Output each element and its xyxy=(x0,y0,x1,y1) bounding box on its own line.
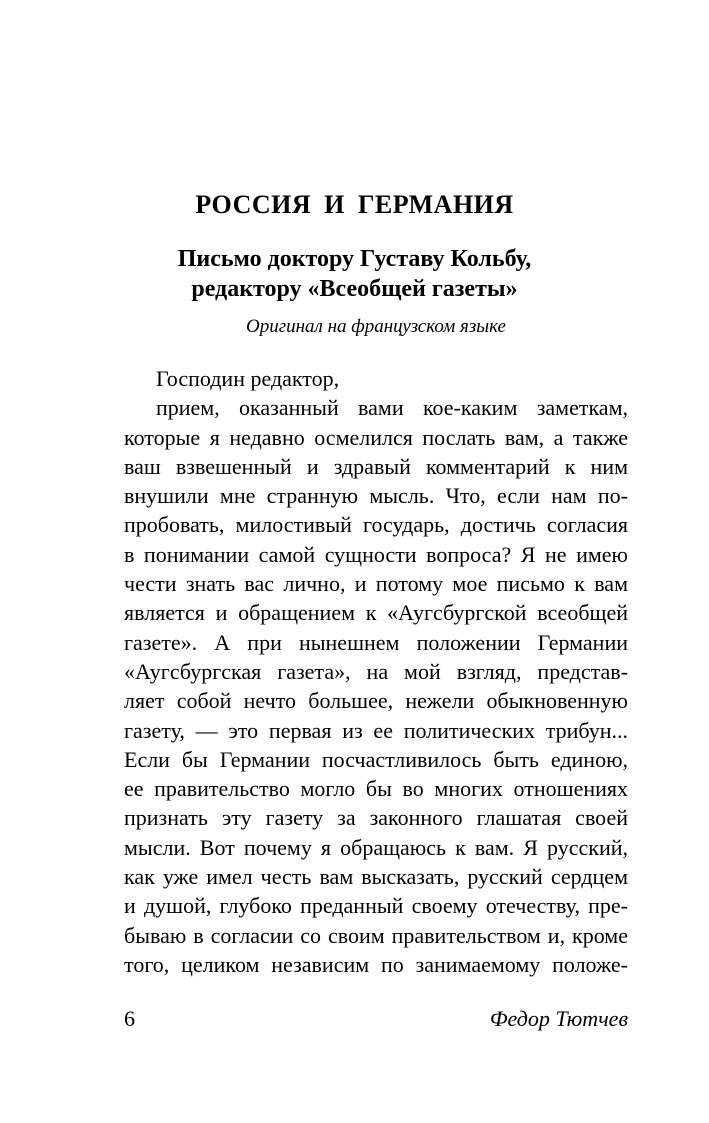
body-line: того, целиком независим по занимаемому положе- xyxy=(124,951,628,977)
letter-subtitle-line-1: Письмо доктору Густаву Кольбу, xyxy=(177,246,532,272)
body-line: ляет собой нечто большее, нежели обыкновенную xyxy=(124,688,628,714)
running-footer-author: Федор Тютчев xyxy=(489,1006,628,1031)
body-line: которые я недавно осмелился послать вам, а также xyxy=(124,424,628,450)
body-line: Господин редактор, xyxy=(156,366,340,391)
body-line: ее правительство могло бы во многих отношениях xyxy=(124,776,628,802)
body-line: внушили мне странную мысль. Что, если нам по- xyxy=(124,483,628,509)
body-line: признать эту газету за законного глашатая своей xyxy=(124,805,628,831)
body-line: в понимании самой сущности вопроса? Я не имею xyxy=(124,541,628,567)
letter-subtitle-line-2: редактору «Всеобщей газеты» xyxy=(191,276,518,302)
body-line: является и обращением к «Аугсбургской всеобщей xyxy=(124,600,628,626)
chapter-title: РОССИЯ И ГЕРМАНИЯ xyxy=(195,190,514,219)
body-text xyxy=(124,364,628,979)
body-line: пробовать, милостивый государь, достичь согласия xyxy=(124,512,628,538)
body-line: и душой, глубоко преданный своему отечеству, пре- xyxy=(124,893,628,919)
body-line: как уже имел честь вам высказать, русский сердцем xyxy=(124,864,628,890)
body-line: ваш взвешенный и здравый комментарий к ним xyxy=(124,453,628,479)
body-line: прием, оказанный вами кое-каким заметкам, xyxy=(156,395,628,421)
body-line: Если бы Германии посчастливилось быть единою, xyxy=(124,746,628,772)
body-line: «Аугсбургская газета», на мой взгляд, представ- xyxy=(124,658,628,684)
body-line: чести знать вас лично, и потому мое письмо к вам xyxy=(124,571,628,597)
page-number: 6 xyxy=(124,1006,135,1031)
body-line: газету, — это первая из ее политических трибун... xyxy=(124,717,628,743)
body-line: мысли. Вот почему я обращаюсь к вам. Я русский, xyxy=(124,834,628,860)
original-language-note: Оригинал на французском языке xyxy=(246,316,506,337)
body-line: бываю в согласии со своим правительством и, кроме xyxy=(124,922,628,948)
body-line: газете». А при нынешнем положении Германии xyxy=(124,629,628,655)
